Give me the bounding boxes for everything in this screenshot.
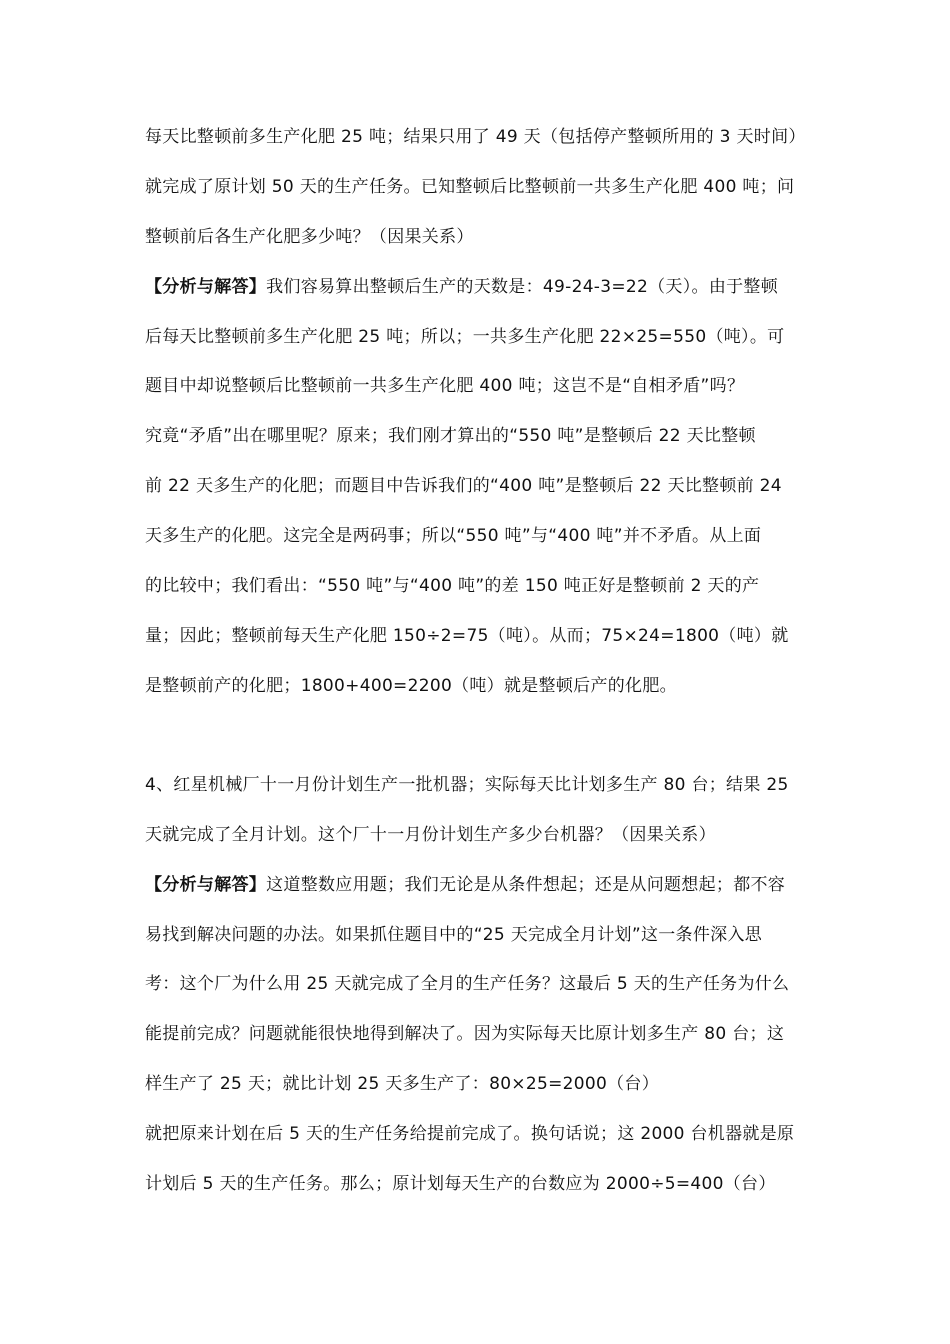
problem4-analysis-line-3: 考：这个厂为什么用 25 天就完成了全月的生产任务？这最后 5 天的生产任务为什么 [145, 974, 790, 994]
problem4-analysis-line-1 [145, 873, 785, 897]
problem4-analysis-line-4: 能提前完成？问题就能很快地得到解决了。因为实际每天比原计划多生产 80 台；这 [145, 1024, 785, 1044]
problem3-analysis-line-7: 的比较中；我们看出：“550 吨”与“400 吨”的差 150 吨正好是整顿前 2 天的产 [145, 576, 760, 596]
problem3-analysis-line-2: 后每天比整顿前多生产化肥 25 吨；所以；一共多生产化肥 22×25=550（吨）。可 [145, 327, 785, 347]
problem4-analysis-line-6: 就把原来计划在后 5 天的生产任务给提前完成了。换句话说；这 2000 台机器就是原 [145, 1124, 795, 1144]
problem4-analysis-text: 这道整数应用题；我们无论是从条件想起；还是从问题想起；都不容 [266, 875, 786, 895]
problem3-analysis-line-8: 量；因此；整顿前每天生产化肥 150÷2=75（吨）。从而；75×24=1800（吨）就 [145, 626, 789, 646]
problem3-analysis-line-5: 前 22 天多生产的化肥；而题目中告诉我们的“400 吨”是整顿后 22 天比整顿前 24 [145, 476, 782, 496]
problem3-question-line-2: 就完成了原计划 50 天的生产任务。已知整顿后比整顿前一共多生产化肥 400 吨；问 [145, 177, 795, 197]
problem3-analysis-line-4: 究竟“矛盾”出在哪里呢？原来；我们刚才算出的“550 吨”是整顿后 22 天比整顿 [145, 426, 756, 446]
problem4-question-line-2: 天就完成了全月计划。这个厂十一月份计划生产多少台机器？（因果关系） [145, 825, 716, 845]
problem4-analysis-line-7: 计划后 5 天的生产任务。那么；原计划每天生产的台数应为 2000÷5=400（台） [145, 1174, 776, 1194]
problem3-analysis-line-9: 是整顿前产的化肥；1800+400=2200（吨）就是整顿后产的化肥。 [145, 676, 677, 696]
problem3-analysis-line-3: 题目中却说整顿后比整顿前一共多生产化肥 400 吨；这岂不是“自相矛盾”吗？ [145, 376, 745, 396]
problem3-question-line-3: 整顿前后各生产化肥多少吨？（因果关系） [145, 227, 474, 247]
problem3-analysis-label: 【分析与解答】 [145, 277, 267, 297]
problem3-analysis-line-6: 天多生产的化肥。这完全是两码事；所以“550 吨”与“400 吨”并不矛盾。从上面 [145, 526, 762, 546]
problem4-question-line-1: 4、红星机械厂十一月份计划生产一批机器；实际每天比计划多生产 80 台；结果 25 [145, 775, 789, 795]
problem3-analysis-text: 我们容易算出整顿后生产的天数是：49-24-3=22（天）。由于整顿 [266, 277, 779, 297]
problem4-analysis-line-5: 样生产了 25 天；就比计划 25 天多生产了：80×25=2000（台） [145, 1074, 659, 1094]
problem4-analysis-label: 【分析与解答】 [145, 875, 267, 895]
problem3-analysis-line-1 [145, 275, 778, 299]
problem3-question-line-1: 每天比整顿前多生产化肥 25 吨；结果只用了 49 天（包括停产整顿所用的 3 天时间） [145, 127, 806, 147]
problem4-analysis-line-2: 易找到解决问题的办法。如果抓住题目中的“25 天完成全月计划”这一条件深入思 [145, 925, 763, 945]
